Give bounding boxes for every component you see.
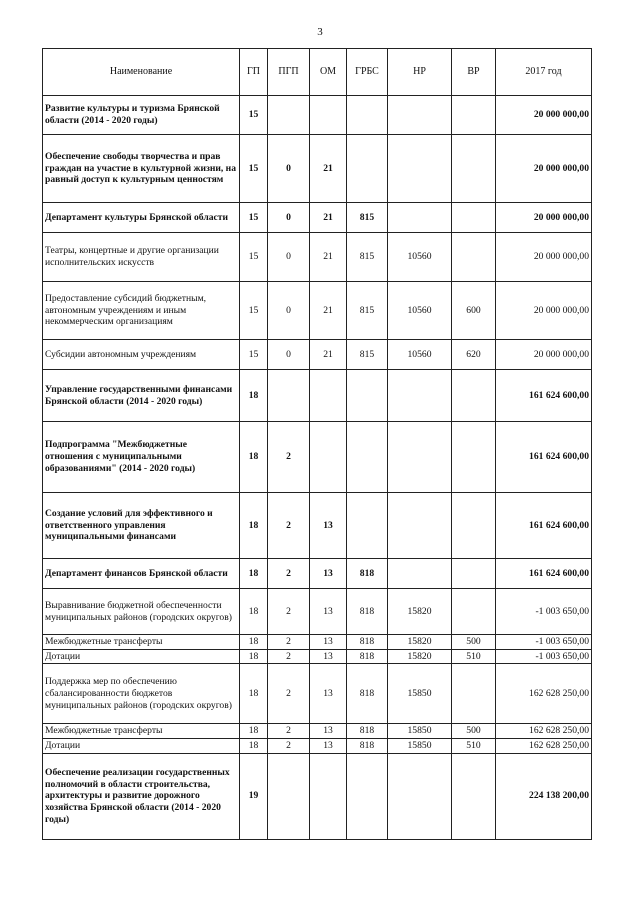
row-gp: 15 xyxy=(240,203,268,233)
row-om: 13 xyxy=(310,649,347,664)
row-amount: -1 003 650,00 xyxy=(496,635,592,650)
row-grbs xyxy=(347,135,388,203)
row-name: Субсидии автономным учреждениям xyxy=(43,340,240,370)
header-year: 2017 год xyxy=(496,49,592,96)
row-ppgp: 2 xyxy=(268,649,310,664)
row-nr xyxy=(388,559,452,589)
row-nr xyxy=(388,203,452,233)
table-row xyxy=(43,203,592,233)
row-vr xyxy=(452,135,496,203)
table-row xyxy=(43,753,592,839)
row-om xyxy=(310,370,347,422)
table-row xyxy=(43,739,592,754)
row-vr: 500 xyxy=(452,635,496,650)
row-amount: -1 003 650,00 xyxy=(496,589,592,635)
row-nr xyxy=(388,753,452,839)
header-vr: ВР xyxy=(452,49,496,96)
row-grbs xyxy=(347,370,388,422)
row-name: Межбюджетные трансферты xyxy=(43,635,240,650)
row-ppgp: 0 xyxy=(268,203,310,233)
row-amount: 162 628 250,00 xyxy=(496,664,592,724)
row-vr xyxy=(452,753,496,839)
table-row xyxy=(43,282,592,340)
row-gp: 15 xyxy=(240,96,268,135)
row-nr: 15820 xyxy=(388,635,452,650)
row-name: Обеспечение реализации государственных полномочий в области строительства, архитектуры и развитие дорожного хозяйства Брянской области (2014 - 2020 годы) xyxy=(43,753,240,839)
row-gp: 18 xyxy=(240,649,268,664)
row-grbs xyxy=(347,753,388,839)
row-nr xyxy=(388,493,452,559)
row-vr xyxy=(452,422,496,493)
table-row xyxy=(43,493,592,559)
row-nr xyxy=(388,370,452,422)
row-om: 21 xyxy=(310,135,347,203)
header-nr: НР xyxy=(388,49,452,96)
row-vr: 510 xyxy=(452,649,496,664)
row-vr xyxy=(452,493,496,559)
row-nr: 15820 xyxy=(388,589,452,635)
table-row xyxy=(43,589,592,635)
row-gp: 18 xyxy=(240,739,268,754)
row-name: Выравнивание бюджетной обеспеченности муниципальных районов (городских округов) xyxy=(43,589,240,635)
row-ppgp: 0 xyxy=(268,340,310,370)
row-name: Дотации xyxy=(43,649,240,664)
row-vr xyxy=(452,559,496,589)
row-amount: 162 628 250,00 xyxy=(496,739,592,754)
row-amount: 161 624 600,00 xyxy=(496,559,592,589)
row-amount: 224 138 200,00 xyxy=(496,753,592,839)
row-amount: 161 624 600,00 xyxy=(496,493,592,559)
row-grbs xyxy=(347,422,388,493)
row-name: Обеспечение свободы творчества и прав граждан на участие в культурной жизни, на равный доступ к культурным ценностям xyxy=(43,135,240,203)
row-amount: 161 624 600,00 xyxy=(496,370,592,422)
row-amount: 161 624 600,00 xyxy=(496,422,592,493)
row-nr: 15820 xyxy=(388,649,452,664)
row-grbs: 815 xyxy=(347,340,388,370)
row-nr xyxy=(388,135,452,203)
row-name: Создание условий для эффективного и ответственного управления муниципальными финансами xyxy=(43,493,240,559)
row-vr xyxy=(452,370,496,422)
row-grbs: 815 xyxy=(347,233,388,282)
row-ppgp: 2 xyxy=(268,724,310,739)
row-ppgp xyxy=(268,96,310,135)
table-row xyxy=(43,635,592,650)
row-nr: 15850 xyxy=(388,724,452,739)
row-gp: 15 xyxy=(240,135,268,203)
row-ppgp xyxy=(268,753,310,839)
row-amount: 20 000 000,00 xyxy=(496,96,592,135)
row-nr: 10560 xyxy=(388,233,452,282)
row-nr: 10560 xyxy=(388,340,452,370)
row-om: 13 xyxy=(310,635,347,650)
row-amount: 20 000 000,00 xyxy=(496,340,592,370)
row-ppgp: 2 xyxy=(268,589,310,635)
row-gp: 15 xyxy=(240,340,268,370)
row-gp: 19 xyxy=(240,753,268,839)
row-amount: 20 000 000,00 xyxy=(496,282,592,340)
row-ppgp: 0 xyxy=(268,135,310,203)
row-grbs xyxy=(347,96,388,135)
row-grbs: 818 xyxy=(347,559,388,589)
row-om xyxy=(310,96,347,135)
row-amount: 20 000 000,00 xyxy=(496,233,592,282)
row-grbs: 815 xyxy=(347,282,388,340)
table-row xyxy=(43,135,592,203)
row-om: 13 xyxy=(310,724,347,739)
row-name: Предоставление субсидий бюджетным, автономным учреждениям и иным некоммерческим организациям xyxy=(43,282,240,340)
row-nr xyxy=(388,422,452,493)
row-nr: 15850 xyxy=(388,664,452,724)
table-row xyxy=(43,724,592,739)
row-name: Дотации xyxy=(43,739,240,754)
row-gp: 18 xyxy=(240,422,268,493)
row-vr: 500 xyxy=(452,724,496,739)
row-vr xyxy=(452,589,496,635)
row-nr: 10560 xyxy=(388,282,452,340)
header-name: Наименование xyxy=(43,49,240,96)
row-om: 21 xyxy=(310,340,347,370)
table-header-row xyxy=(43,49,592,96)
row-vr xyxy=(452,96,496,135)
row-grbs xyxy=(347,493,388,559)
row-om: 21 xyxy=(310,203,347,233)
row-gp: 15 xyxy=(240,282,268,340)
row-gp: 18 xyxy=(240,370,268,422)
row-amount: 20 000 000,00 xyxy=(496,203,592,233)
table-row xyxy=(43,370,592,422)
row-grbs: 818 xyxy=(347,589,388,635)
table-row xyxy=(43,233,592,282)
row-grbs: 818 xyxy=(347,649,388,664)
row-grbs: 818 xyxy=(347,635,388,650)
row-gp: 18 xyxy=(240,559,268,589)
row-ppgp: 2 xyxy=(268,559,310,589)
header-gp: ГП xyxy=(240,49,268,96)
table-row xyxy=(43,422,592,493)
row-vr: 510 xyxy=(452,739,496,754)
row-ppgp: 2 xyxy=(268,422,310,493)
budget-table xyxy=(42,48,592,840)
row-om: 13 xyxy=(310,559,347,589)
row-gp: 18 xyxy=(240,664,268,724)
row-gp: 18 xyxy=(240,493,268,559)
row-grbs: 818 xyxy=(347,724,388,739)
row-amount: -1 003 650,00 xyxy=(496,649,592,664)
row-ppgp: 2 xyxy=(268,739,310,754)
row-nr xyxy=(388,96,452,135)
row-ppgp: 0 xyxy=(268,233,310,282)
row-gp: 18 xyxy=(240,589,268,635)
row-ppgp xyxy=(268,370,310,422)
row-grbs: 818 xyxy=(347,739,388,754)
row-nr: 15850 xyxy=(388,739,452,754)
row-name: Поддержка мер по обеспечению сбалансированности бюджетов муниципальных районов (городских округов) xyxy=(43,664,240,724)
row-gp: 18 xyxy=(240,724,268,739)
row-name: Театры, концертные и другие организации исполнительских искусств xyxy=(43,233,240,282)
row-ppgp: 2 xyxy=(268,664,310,724)
row-grbs: 818 xyxy=(347,664,388,724)
row-om: 21 xyxy=(310,233,347,282)
row-vr: 600 xyxy=(452,282,496,340)
row-name: Департамент культуры Брянской области xyxy=(43,203,240,233)
row-om: 21 xyxy=(310,282,347,340)
row-om xyxy=(310,753,347,839)
page-number: 3 xyxy=(317,26,323,38)
row-ppgp: 2 xyxy=(268,635,310,650)
row-gp: 18 xyxy=(240,635,268,650)
row-name: Департамент финансов Брянской области xyxy=(43,559,240,589)
row-om: 13 xyxy=(310,664,347,724)
row-name: Подпрограмма "Межбюджетные отношения с муниципальными образованиями" (2014 - 2020 годы) xyxy=(43,422,240,493)
header-om: ОМ xyxy=(310,49,347,96)
table-row xyxy=(43,664,592,724)
table-row xyxy=(43,649,592,664)
row-ppgp: 2 xyxy=(268,493,310,559)
row-name: Развитие культуры и туризма Брянской области (2014 - 2020 годы) xyxy=(43,96,240,135)
row-ppgp: 0 xyxy=(268,282,310,340)
row-vr xyxy=(452,233,496,282)
table-row xyxy=(43,559,592,589)
row-vr xyxy=(452,203,496,233)
row-om: 13 xyxy=(310,739,347,754)
row-amount: 162 628 250,00 xyxy=(496,724,592,739)
table-row xyxy=(43,340,592,370)
header-ppgp: ПГП xyxy=(268,49,310,96)
row-name: Межбюджетные трансферты xyxy=(43,724,240,739)
table-row xyxy=(43,96,592,135)
row-grbs: 815 xyxy=(347,203,388,233)
row-gp: 15 xyxy=(240,233,268,282)
row-om: 13 xyxy=(310,589,347,635)
row-name: Управление государственными финансами Брянской области (2014 - 2020 годы) xyxy=(43,370,240,422)
header-grbs: ГРБС xyxy=(347,49,388,96)
row-amount: 20 000 000,00 xyxy=(496,135,592,203)
row-vr xyxy=(452,664,496,724)
row-vr: 620 xyxy=(452,340,496,370)
row-om xyxy=(310,422,347,493)
row-om: 13 xyxy=(310,493,347,559)
